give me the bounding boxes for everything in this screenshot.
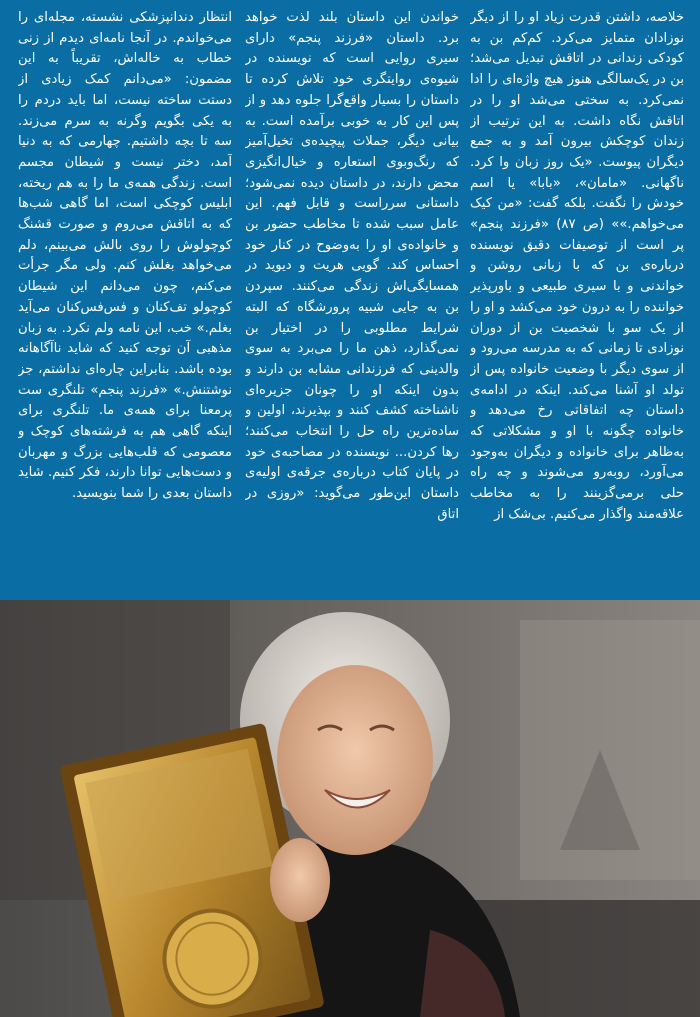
hand (270, 838, 330, 922)
article-column-middle (245, 8, 459, 594)
article-column-left (18, 8, 232, 594)
smiling-face (277, 665, 433, 855)
column-right-text: خلاصه، داشتن قدرت زیاد او را از دیگر نوزادان متمایز می‌کرد. کم‌کم بن به کودکی زندانی در اتاقش تبدیل می‌شد؛ بن در یک‌سالگی هنوز هیچ واژه‌ای را ادا نمی‌کرد. به سختی می‌شد او را در اتاقش نگاه داشت. به این ترتیب از زندان کوچکش بیرون آمد و به جمع دیگران پیوست. «یک روز زبان وا کرد. ناگهانی. «مامان»، «بابا» یا اسم خودش را نگفت. بلکه گفت: «من کیک می‌خواهم.»» (ص ۸۷) «فرزند پنجم» پر است از توصیفات دقیق نویسنده درباره‌ی بن که با زبانی روشن و خواندنی و با سیری طبیعی و باورپذیر خواننده را به درون خود می‌کشد و او را از یک سو با شخصیت بن از دوران نوزادی تا زمانی که به مدرسه می‌رود و از سوی دیگر با وضعیت خانواده پس از تولد او آشنا می‌کند. اینکه در ادامه‌ی داستان چه اتفاقاتی رخ می‌دهد و خانواده چگونه با او و مشکلاتی که به‌ظاهر برای خانواده و دیگران به‌وجود می‌آورد، روبه‌رو می‌شوند و چه راه حلی برمی‌گزینند را به مخاطب علاقه‌مند واگذار می‌کنیم. بی‌شک از (470, 10, 684, 522)
author-photo (0, 600, 700, 1017)
column-left-text: انتظار دندانپزشکی نشسته، مجله‌ای را می‌خواندم. در آنجا نامه‌ای دیدم از زنی خطاب به خاله‌اش، تقریباً به این مضمون: «می‌دانم کمک زیادی از دستت ساخته نیست، اما باید دردم را به یکی بگویم وگرنه به سرم می‌زند. سه تا بچه داشتیم. چهارمی که به دنیا آمد، دختر نیست و شیطان مجسم است. زندگی همه‌ی ما را به هم ریخته، ابلیس کوچکی است، اما گاهی شب‌ها که به اتاقش می‌روم و صورت قشنگ کوچولوش را روی بالش می‌بینم، دلم می‌خواهد بغلش کنم. ولی مگر جرأت می‌کنم، چون می‌دانم این شیطان کوچولو تف‌کنان و فس‌فس‌کنان می‌آید بغلم.» خب، این نامه ولم نکرد. به زبان مذهبی آن توجه کنید که شاید ناآگاهانه بوده باشد. بنابراین چاره‌ای نداشتم، جز نوشتنش.» «فرزند پنجم» تلنگری ست پرمعنا برای همه‌ی ما. تلنگری برای اینکه گاهی هم به فرشته‌های کوچک و معصومی که قلب‌هایی بزرگ و مهربان و دست‌هایی توانا دارند، فکر کنیم. شاید داستان بعدی را شما بنویسید. (18, 10, 232, 502)
author-photo-illustration (0, 600, 700, 1017)
article-column-right (470, 8, 684, 594)
column-middle-text: خواندن این داستان بلند لذت خواهد برد. داستان «فرزند پنجم» دارای سیری روایی است که نویسنده در شیوه‌ی روایتگری خود تلاش کرده تا داستان را بسیار واقع‌گرا جلوه دهد و از پس این کار به خوبی برآمده است. به بیانی دیگر، جملات پیچیده‌ی تخیل‌آمیز که رنگ‌وبوی استعاره و خیال‌انگیزی محض دارند، در داستان دیده نمی‌شود؛ داستانی سرراست و قابل فهم. این عامل سبب شده تا مخاطب حضور بن و خانواده‌ی او را به‌وضوح در کنار خود احساس کند. گویی هریت و دیوید در همسایگی‌اش زندگی می‌کنند. سپردن بن به جایی شبیه پرورشگاه که البته شرایط مطلوبی را در اختیار بن نمی‌گذارد، ذهن ما را می‌برد به سوی والدینی که فرزندانی مشابه بن دارند و بدون اینکه او را چونان جزیره‌ای ناشناخته کشف کنند و بپذیرند، اولین و ساده‌ترین راه حل را انتخاب می‌کنند؛ رها کردن... نویسنده در مصاحبه‌ی خود در پایان کتاب درباره‌ی جرقه‌ی اولیه‌ی داستان این‌طور می‌گوید: «روزی در اتاق (245, 10, 459, 522)
